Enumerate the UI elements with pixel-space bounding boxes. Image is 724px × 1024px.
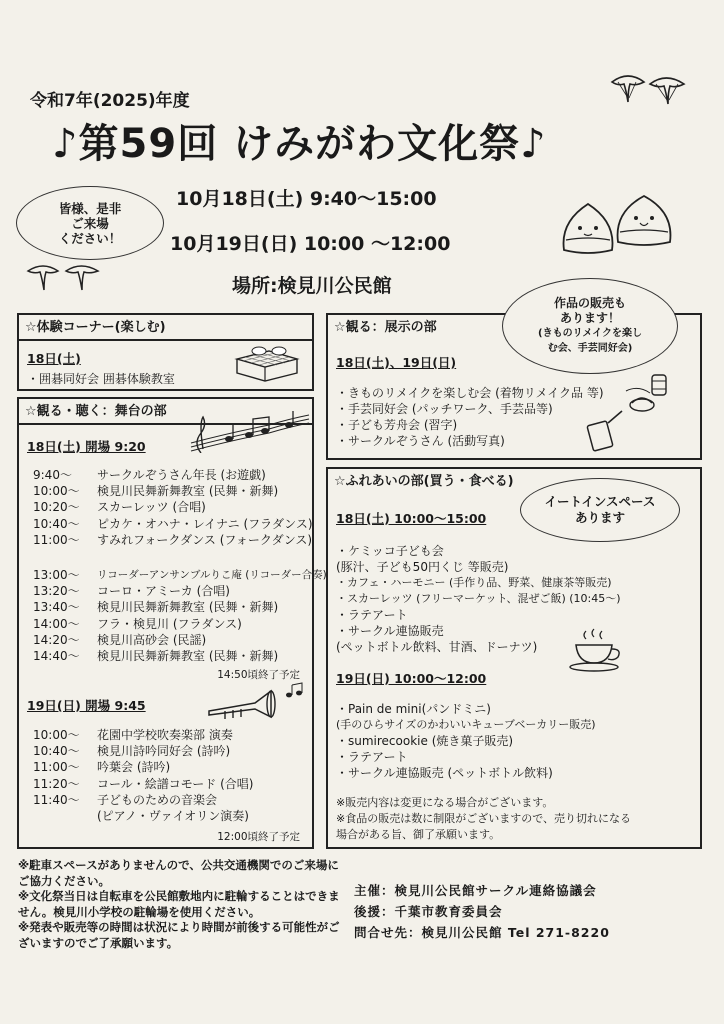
tablet-icon <box>586 409 626 453</box>
schedule-desc: サークルぞうさん年長 (お遊戯) <box>97 468 266 482</box>
greeting-line: ご来場 <box>71 215 109 231</box>
list-item: ・きものリメイクを楽しむ会 (着物リメイク品 等) <box>336 386 604 400</box>
section-day: 18日(土) <box>27 351 81 366</box>
experience-section <box>17 313 314 391</box>
section-title: ☆体験コーナー(楽しむ) <box>19 315 312 341</box>
section-day: 18日(土)、19日(日) <box>336 355 457 370</box>
schedule-time: 13:40～ <box>33 600 80 615</box>
schedule-row <box>33 499 313 515</box>
go-board-icon <box>231 343 303 385</box>
note-line: 場合がある旨、御了承願います。 <box>336 828 501 841</box>
list-item: ・囲碁同好会 囲碁体験教室 <box>27 372 175 386</box>
section-title: ☆観る・聴く：舞台の部 <box>19 399 312 425</box>
eat-in-bubble <box>520 478 680 542</box>
trumpet-icon <box>205 681 305 725</box>
greeting-bubble <box>16 186 164 260</box>
schedule-row <box>33 759 253 775</box>
schedule-row <box>33 776 253 792</box>
schedule-row <box>33 483 313 499</box>
schedule-time: 14:40～ <box>33 649 80 664</box>
schedule-desc: (ピアノ・ヴァイオリン演奏) <box>97 809 249 824</box>
schedule-row <box>33 727 253 743</box>
list-item: ・サークル連協販売 <box>336 624 444 638</box>
schedule-desc: 花園中学校吹奏楽部 演奏 <box>97 728 233 742</box>
list-item: ・スカーレッツ (フリーマーケット、混ぜご飯) (10:45～) <box>336 592 621 605</box>
music-notes-icon <box>189 409 311 453</box>
note-line: ※発表や販売等の時間は状況により時間が前後する可能性がございますのでご了承願います。 <box>18 920 340 950</box>
date-day1: 10月18日(土) 9:40～15:00 <box>176 188 437 210</box>
list-item: (豚汁、子ども50円くじ 等販売) <box>336 560 509 574</box>
schedule-desc: フラ・検見川 (フラダンス) <box>97 616 242 631</box>
organizer-host: 主催：検見川公民館サークル連絡協議会 <box>354 883 597 898</box>
schedule-time: 10:20～ <box>33 500 80 515</box>
list-item: ・サークル連協販売 (ペットボトル飲料) <box>336 766 553 780</box>
fureai-notes <box>336 795 631 843</box>
sewing-icon <box>624 371 676 415</box>
note-line: ※文化祭当日は自転車を公民館敷地内に駐輪することはできません。検見川小学校の駐輪場を使用ください。 <box>18 889 340 919</box>
list-item: (ペットボトル飲料、甘酒、ドーナツ) <box>336 640 538 654</box>
section-title: ☆観る：展示の部 <box>334 320 437 335</box>
sale-bubble <box>502 278 678 374</box>
ginkgo-leaf-icon <box>26 262 102 292</box>
schedule-time <box>33 808 97 824</box>
organizer-info <box>354 880 610 943</box>
list-item: (手のひらサイズのかわいいキューブベーカリー販売) <box>336 718 596 731</box>
list-item: ・子ども芳舟会 (習字) <box>336 418 458 432</box>
note-line: ※食品の販売は数に制限がございますので、売り切れになる <box>336 812 631 825</box>
schedule-time: 14:20～ <box>33 632 80 647</box>
schedule-row <box>33 648 327 664</box>
fiscal-year: 令和7年(2025)年度 <box>30 91 190 111</box>
schedule-row <box>33 532 313 548</box>
bubble-line: (きものリメイクを楽し <box>538 328 642 339</box>
festival-title: ♪第59回 けみがわ文化祭♪ <box>52 121 547 167</box>
schedule-row <box>33 808 253 824</box>
schedule-row <box>33 516 313 532</box>
chestnut-icon <box>558 192 680 256</box>
schedule-row <box>33 567 327 583</box>
fureai-day2-list <box>336 701 596 781</box>
schedule-desc: コール・絵譜コモード (合唱) <box>97 776 254 791</box>
stage-day1-group2 <box>33 567 327 664</box>
note-line: ※駐車スペースがありませんので、公共交通機関でのご来場にご協力ください。 <box>18 858 339 888</box>
bubble-line: む会、手芸同好会) <box>547 343 633 354</box>
list-item: ・ラテアート <box>336 750 408 764</box>
stage-day1-group1 <box>33 467 313 548</box>
schedule-desc: 吟葉会 (詩吟) <box>97 760 171 775</box>
stage-section <box>17 397 327 849</box>
schedule-row <box>33 616 327 632</box>
schedule-desc: 検見川民舞新舞教室 (民舞・新舞) <box>97 600 279 615</box>
stage-day1-header: 18日(土) 開場 9:20 <box>27 439 146 454</box>
schedule-row <box>33 632 327 648</box>
schedule-time: 11:00～ <box>33 760 80 775</box>
exhibit-list <box>336 385 604 449</box>
schedule-desc: 検見川詩吟同好会 (詩吟) <box>97 744 231 759</box>
schedule-time: 10:00～ <box>33 484 80 499</box>
schedule-desc: コーロ・アミーカ (合唱) <box>97 584 230 599</box>
schedule-row <box>33 792 253 808</box>
schedule-time: 10:00～ <box>33 728 80 742</box>
venue: 場所:検見川公民館 <box>232 275 392 297</box>
date-day2: 10月19日(日) 10:00 ～12:00 <box>170 233 451 255</box>
coffee-cup-icon <box>568 627 624 673</box>
schedule-time: 11:20～ <box>33 776 80 791</box>
schedule-time: 10:40～ <box>33 744 80 759</box>
list-item: ・サークルぞうさん (活動写真) <box>336 434 505 448</box>
schedule-row <box>33 599 327 615</box>
schedule-time: 10:40～ <box>33 516 80 531</box>
greeting-line: 皆様、是非 <box>58 200 122 216</box>
schedule-desc: 検見川民舞新舞教室 (民舞・新舞) <box>97 484 279 499</box>
schedule-time: 13:00～ <box>33 568 80 582</box>
organizer-support: 後援：千葉市教育委員会 <box>354 904 503 919</box>
ginkgo-leaf-icon <box>608 72 688 106</box>
bubble-line: あります <box>574 510 625 525</box>
schedule-time: 11:00～ <box>33 532 80 547</box>
schedule-time: 9:40～ <box>33 468 72 482</box>
schedule-desc: 子どものための音楽会 <box>97 792 218 807</box>
greeting-line: ください！ <box>58 230 122 246</box>
schedule-desc: スカーレッツ (合唱) <box>97 500 206 515</box>
fureai-day2-header: 19日(日) 10:00～12:00 <box>336 671 487 686</box>
stage-day2-header: 19日(日) 開場 9:45 <box>27 698 146 713</box>
schedule-time: 13:20～ <box>33 584 80 599</box>
list-item: ・ケミッコ子ども会 <box>336 544 444 558</box>
schedule-row <box>33 467 313 483</box>
fureai-day1-header: 18日(土) 10:00～15:00 <box>336 511 487 526</box>
list-item: ・ラテアート <box>336 608 408 622</box>
list-item: ・Pain de mini(パンドミニ) <box>336 702 491 716</box>
list-item: ・カフェ・ハーモニー (手作り品、野菜、健康茶等販売) <box>336 576 612 589</box>
schedule-desc: 検見川高砂会 (民謡) <box>97 632 207 647</box>
note-line: ※販売内容は変更になる場合がございます。 <box>336 796 554 809</box>
organizer-contact: 問合せ先：検見川公民館 Tel 271-8220 <box>354 925 610 940</box>
schedule-row <box>33 743 253 759</box>
bubble-line: 作品の販売も <box>553 296 626 310</box>
bubble-line: イートインスペース <box>544 494 656 509</box>
schedule-desc: リコーダーアンサンブルりこ庵 (リコーダー合奏) <box>97 569 327 581</box>
schedule-desc: 検見川民舞新舞教室 (民舞・新舞) <box>97 649 279 664</box>
schedule-time: 14:00～ <box>33 616 80 631</box>
day1-end-time: 14:50頃終了予定 <box>217 669 300 681</box>
stage-day2-list <box>33 727 253 824</box>
schedule-desc: すみれフォークダンス (フォークダンス) <box>97 532 313 547</box>
list-item: ・sumirecookie (焼き菓子販売) <box>336 734 514 748</box>
section-title: ☆ふれあいの部(買う・食べる) <box>334 474 514 489</box>
footer-notes <box>18 858 340 951</box>
bubble-line: あります！ <box>559 311 620 325</box>
list-item: ・手芸同好会 (パッチワーク、手芸品等) <box>336 402 553 416</box>
day2-end-time: 12:00頃終了予定 <box>217 831 300 843</box>
schedule-time: 11:40～ <box>33 792 80 807</box>
schedule-row <box>33 583 327 599</box>
schedule-desc: ピカケ・オハナ・レイナニ (フラダンス) <box>97 516 313 531</box>
